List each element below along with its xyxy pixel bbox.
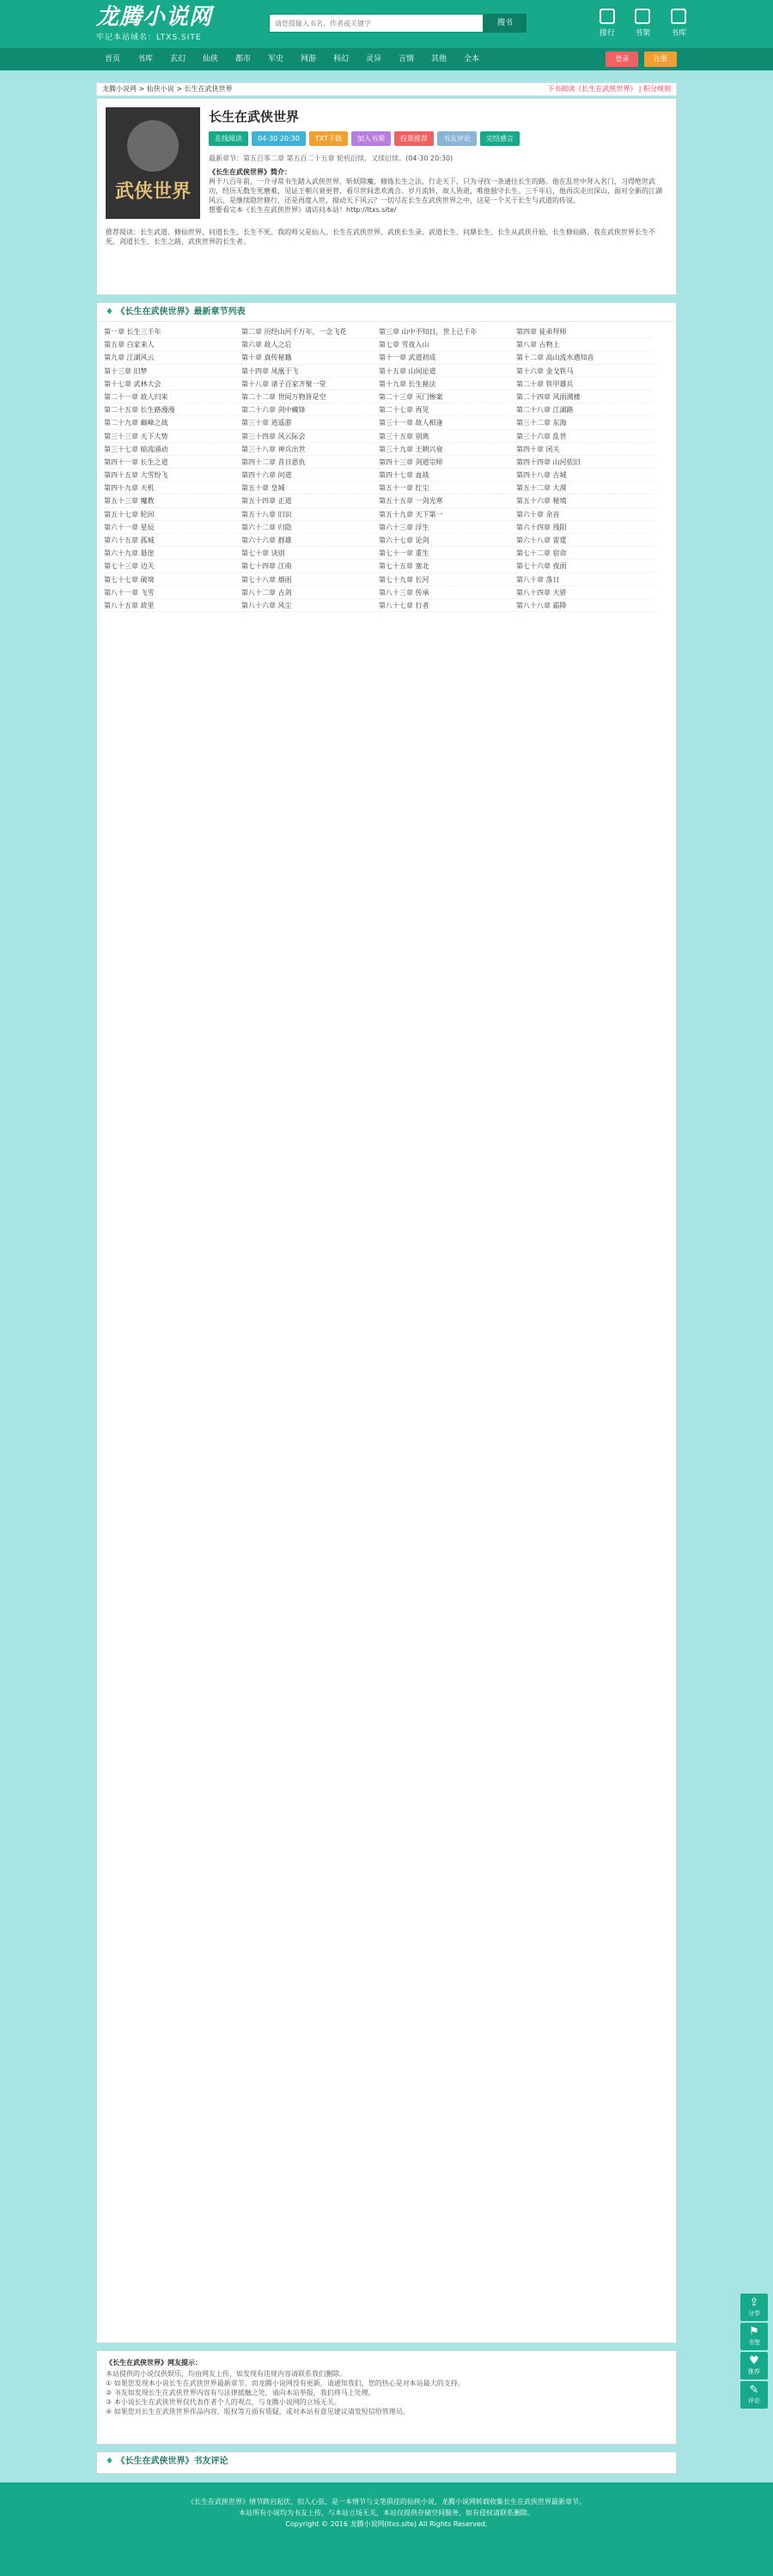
chapter-link[interactable]: 第二十九章 巅峰之战 <box>104 416 241 429</box>
chapter-link[interactable]: 第三十九章 王朝兴衰 <box>379 443 516 456</box>
chapter-link[interactable]: 第七十章 诀别 <box>241 547 379 560</box>
book-info-panel <box>96 98 677 295</box>
chapter-link[interactable]: 第八章 古物上 <box>516 338 654 351</box>
float-label: 书签 <box>748 2339 760 2346</box>
chapter-link[interactable]: 第八十二章 古剑 <box>241 586 379 599</box>
logo-subtitle: 牢记本站域名：LTXS.SITE <box>96 33 202 42</box>
chapter-link[interactable]: 第四十三章 剑道宗师 <box>379 456 516 469</box>
chapter-link[interactable]: 第七十七章 破境 <box>104 573 241 586</box>
chapter-link[interactable]: 第六十八章 雷霆 <box>516 534 654 547</box>
chapter-link[interactable]: 第十七章 武林大会 <box>104 378 241 391</box>
intro-text: 两千八百年前，一介寻常书生踏入武侠世界，斩妖除魔，修炼长生之法，行走天下，只为寻找一条通往长生的路。他在乱世中拜入名门，习得绝世武功，经历无数生死磨难，见证王朝兴衰更替，看尽世间悲欢离合。岁月流转，故人皆逝，唯他独守长生。三千年后，他再次走出深山，面对全新的江湖风云，是继续隐世修行，还是再度入世，搅动天下风云？一切尽在长生在武侠世界之中，这是一个关于长生与武道的传说。 <box>209 178 662 204</box>
chapter-link[interactable]: 第二章 历经山河千万年，一念飞花 <box>241 325 379 338</box>
chapter-link[interactable]: 第六章 故人之后 <box>241 338 379 351</box>
action-button[interactable]: 加入书架 <box>351 131 391 146</box>
footer <box>0 2482 773 2576</box>
breadcrumb-right[interactable]: 下书阅读《长生在武侠世界》 | 积分规则 <box>547 85 671 93</box>
footer-line: 本站所有小说均为书友上传，与本站立场无关，本站仅提供存储空间服务，如有侵权请联系删除。 <box>239 2509 534 2517</box>
nav-item[interactable]: 科幻 <box>332 55 349 64</box>
chapter-link[interactable]: 第五十二章 大漠 <box>516 482 654 494</box>
chapter-link[interactable]: 第七十八章 烟雨 <box>241 573 379 586</box>
nav-item[interactable]: 仙侠 <box>202 55 218 64</box>
chapter-link[interactable]: 第十三章 旧梦 <box>104 365 241 378</box>
chapter-link[interactable]: 第三十三章 天下大势 <box>104 430 241 443</box>
chapter-link[interactable]: 第三十五章 别离 <box>379 430 516 443</box>
library-icon <box>671 9 686 24</box>
chapter-grid <box>97 322 676 612</box>
chapter-link[interactable]: 第三章 山中不知日，世上已千年 <box>379 325 516 338</box>
chapter-list-panel <box>96 302 677 2343</box>
chapter-link[interactable]: 第二十七章 再见 <box>379 403 516 416</box>
chapter-link[interactable]: 第九章 江湖风云 <box>104 351 241 364</box>
chapter-link[interactable]: 第八十三章 传承 <box>379 586 516 599</box>
chapter-link[interactable]: 第五十三章 魔教 <box>104 494 241 507</box>
chapter-link[interactable]: 第八十六章 风尘 <box>241 599 379 612</box>
chapter-link[interactable]: 第十九章 长生秘法 <box>379 378 516 391</box>
chapter-link[interactable]: 第五章 白家来人 <box>104 338 241 351</box>
search-input[interactable] <box>270 15 483 32</box>
float-label: 分享 <box>748 2310 760 2317</box>
breadcrumb <box>96 82 677 96</box>
chapter-link[interactable]: 第二十五章 长生路漫漫 <box>104 403 241 416</box>
action-buttons <box>209 131 523 146</box>
chapter-list-title: ♦ 《长生在武侠世界》最新章节列表 <box>97 303 676 322</box>
float-label: 评论 <box>748 2397 760 2404</box>
chapter-link[interactable]: 第十一章 武道初成 <box>379 351 516 364</box>
chapter-link[interactable]: 第十四章 凤凰于飞 <box>241 365 379 378</box>
chapter-link[interactable]: 第八十章 落日 <box>516 573 654 586</box>
float-button[interactable] <box>740 2352 768 2379</box>
login-button[interactable]: 登录 <box>606 52 638 67</box>
nav-item[interactable]: 网游 <box>300 55 316 64</box>
search-button[interactable]: 搜书 <box>484 14 526 33</box>
nav-item[interactable]: 灵异 <box>365 55 381 64</box>
action-button[interactable]: 书友评论 <box>437 131 477 146</box>
chapter-link[interactable]: 第六十一章 星辰 <box>104 521 241 534</box>
chapter-link[interactable]: 第六十五章 孤城 <box>104 534 241 547</box>
chapter-link[interactable]: 第五十四章 正道 <box>241 494 379 507</box>
chapter-link[interactable]: 第四十章 闭关 <box>516 443 654 456</box>
rank-label: 排行 <box>599 29 615 38</box>
nav-item[interactable]: 玄幻 <box>169 55 186 64</box>
intro-heading: 《长生在武侠世界》简介： <box>209 168 291 176</box>
chapter-link[interactable]: 第五十一章 红尘 <box>379 482 516 494</box>
notes-panel <box>96 2350 677 2445</box>
chapter-link[interactable]: 第七章 雪夜入山 <box>379 338 516 351</box>
rank-link[interactable] <box>592 9 623 38</box>
chapter-link[interactable]: 第四十四章 山河依旧 <box>516 456 654 469</box>
action-button[interactable]: 完结感言 <box>480 131 520 146</box>
recommend-tags: 推荐阅读：长生武道、修仙世界、问道长生、长生不死、我的师父是仙人、长生在武侠世界、武侠长生录、武道长生、问鼎长生、长生从武侠开始、长生修仙路、我在武侠世界长生不死、剑道长生、长生之路、武侠世界的长生者。 <box>106 228 655 245</box>
action-button[interactable]: 04-30 20:30 <box>252 131 306 146</box>
notes-line: ② 书友如发现长生在武侠世界内容有与法律抵触之处，请向本站举报，我们将马上处理。 <box>106 2389 375 2397</box>
float-label: 推荐 <box>748 2368 760 2375</box>
bookshelf-icon <box>635 9 650 24</box>
chapter-link[interactable]: 第七十二章 宿命 <box>516 547 654 560</box>
chapter-link[interactable]: 第六十六章 群雄 <box>241 534 379 547</box>
footer-copyright: Copyright © 2016 龙腾小说网(ltxs.site) All Rights Reserved. <box>285 2520 488 2528</box>
intro-link[interactable]: 想要看完本《长生在武侠世界》请访问本站！http://ltxs.site/ <box>209 206 397 214</box>
chapter-link[interactable]: 第四十六章 问道 <box>241 469 379 482</box>
notes-title: 《长生在武侠世界》网友提示： <box>106 2359 202 2367</box>
chapter-link[interactable]: 第五十章 皇城 <box>241 482 379 494</box>
bookmark-icon: ⚑ <box>749 2325 759 2338</box>
chapter-link[interactable]: 第五十七章 轮回 <box>104 508 241 521</box>
comment-title[interactable]: ♦ 《长生在武侠世界》书友评论 <box>97 2452 676 2471</box>
book-intro <box>209 167 664 215</box>
chapter-link[interactable]: 第十二章 高山流水遇知音 <box>516 351 654 364</box>
action-button[interactable]: TXT下载 <box>309 131 348 146</box>
chapter-link[interactable]: 第七十一章 重生 <box>379 547 516 560</box>
chapter-link[interactable]: 第四十二章 昔日恩仇 <box>241 456 379 469</box>
nav-item[interactable]: 全本 <box>463 55 479 64</box>
top-header <box>0 0 773 48</box>
chapter-link[interactable]: 第二十一章 故人归来 <box>104 391 241 403</box>
library-link[interactable] <box>663 9 694 38</box>
chapter-link[interactable]: 第六十七章 论剑 <box>379 534 516 547</box>
chapter-link[interactable]: 第七十五章 塞北 <box>379 560 516 573</box>
chapter-link[interactable]: 第七十九章 长河 <box>379 573 516 586</box>
nav-item[interactable]: 言情 <box>398 55 414 64</box>
recommend-icon: ♥ <box>749 2355 759 2367</box>
footer-line: 《长生在武侠世界》情节跌宕起伏、扣人心弦，是一本情节与文笔俱佳的仙侠小说，龙腾小说网转载收集长生在武侠世界最新章节。 <box>187 2498 586 2506</box>
chapter-link[interactable]: 第八十七章 行者 <box>379 599 516 612</box>
chapter-link[interactable]: 第四十五章 大雪纷飞 <box>104 469 241 482</box>
chapter-link[interactable]: 第四十八章 古城 <box>516 469 654 482</box>
bookshelf-link[interactable] <box>627 9 658 38</box>
chapter-link[interactable]: 第八十五章 故里 <box>104 599 241 612</box>
bookshelf-label: 书架 <box>634 29 650 38</box>
chapter-link[interactable]: 第五十六章 秘境 <box>516 494 654 507</box>
chapter-link[interactable]: 第三十四章 风云际会 <box>241 430 379 443</box>
share-icon: ⇪ <box>749 2296 759 2309</box>
search-box <box>269 14 484 33</box>
chapter-link[interactable]: 第八十八章 霜降 <box>516 599 654 612</box>
comment-icon: ✎ <box>749 2384 759 2397</box>
cover-title: 武侠世界 <box>114 180 191 203</box>
chapter-link[interactable]: 第六十二章 归隐 <box>241 521 379 534</box>
breadcrumb-path[interactable]: 龙腾小说网 > 仙侠小说 > 长生在武侠世界 <box>102 85 233 93</box>
chapter-link[interactable]: 第二十六章 剑中藏锋 <box>241 403 379 416</box>
latest-chapter-meta[interactable]: 最新章节：第五百零二章 第五百二十五章 轮机衍续，又续衍续。(04-30 20:30) <box>209 155 453 162</box>
chapter-link[interactable]: 第三十六章 乱世 <box>516 430 654 443</box>
library-label: 书库 <box>670 29 686 38</box>
chapter-link[interactable]: 第二十三章 灭门惨案 <box>379 391 516 403</box>
chapter-link[interactable]: 第四十九章 天机 <box>104 482 241 494</box>
chapter-link[interactable]: 第十八章 诸子百家齐聚一堂 <box>241 378 379 391</box>
action-button[interactable]: 在线阅读 <box>209 131 248 146</box>
action-button[interactable]: 投票推荐 <box>394 131 434 146</box>
comment-panel <box>96 2452 677 2474</box>
notes-line: ④ 如果您对长生在武侠世界作品内容、版权等方面有质疑，或对本站有意见建议请发短信给管理员。 <box>106 2408 410 2415</box>
chapter-link[interactable]: 第六十九章 悬崖 <box>104 547 241 560</box>
chapter-link[interactable]: 第一章 长生三千年 <box>104 325 241 338</box>
chapter-link[interactable]: 第六十章 余音 <box>516 508 654 521</box>
float-button[interactable] <box>740 2323 768 2350</box>
register-button[interactable]: 注册 <box>644 52 677 67</box>
notes-line: ③ 本小说长生在武侠世界仅代表作者个人的观点，与龙腾小说网的立场无关。 <box>106 2398 341 2406</box>
chapter-link[interactable]: 第五十五章 一剑光寒 <box>379 494 516 507</box>
chapter-link[interactable]: 第四十七章 血战 <box>379 469 516 482</box>
rank-icon <box>600 9 615 24</box>
chapter-link[interactable]: 第七十四章 江南 <box>241 560 379 573</box>
chapter-link[interactable]: 第四章 徒弟拜师 <box>516 325 654 338</box>
chapter-link[interactable]: 第十章 真传秘籍 <box>241 351 379 364</box>
auth-buttons <box>602 52 677 67</box>
chapter-link[interactable]: 第八十一章 飞雪 <box>104 586 241 599</box>
chapter-link[interactable]: 第三十七章 暗流涌动 <box>104 443 241 456</box>
chapter-link[interactable]: 第四十一章 长生之道 <box>104 456 241 469</box>
nav-item[interactable]: 都市 <box>234 55 251 64</box>
cover-art <box>127 120 179 172</box>
chapter-link[interactable]: 第二十四章 风雨满楼 <box>516 391 654 403</box>
nav-item[interactable]: 首页 <box>104 55 120 64</box>
book-title: 长生在武侠世界 <box>209 109 300 124</box>
notes-line: ① 如果您发现本小说长生在武侠世界最新章节，而龙腾小说网没有更新，请通知我们，您的热心是对本站最大的支持。 <box>106 2379 465 2387</box>
chapter-link[interactable]: 第十六章 金戈铁马 <box>516 365 654 378</box>
nav-item[interactable]: 军史 <box>267 55 283 64</box>
chapter-link[interactable]: 第六十三章 浮生 <box>379 521 516 534</box>
chapter-link[interactable]: 第八十四章 天骄 <box>516 586 654 599</box>
book-cover[interactable] <box>106 107 200 219</box>
chapter-link[interactable]: 第七十三章 边关 <box>104 560 241 573</box>
chapter-link[interactable]: 第七十六章 夜雨 <box>516 560 654 573</box>
chapter-link[interactable]: 第五十九章 天下第一 <box>379 508 516 521</box>
chapter-link[interactable]: 第六十四章 残阳 <box>516 521 654 534</box>
chapter-link[interactable]: 第二十章 铁甲雄兵 <box>516 378 654 391</box>
chapter-link[interactable]: 第二十八章 江湖路 <box>516 403 654 416</box>
chapter-link[interactable]: 第三十八章 神兵出世 <box>241 443 379 456</box>
notes-line: 本站提供的小说仅供娱乐，均由网友上传，如发现有违规内容请联系我们删除。 <box>106 2370 346 2378</box>
nav-item[interactable]: 书库 <box>137 55 153 64</box>
float-button[interactable] <box>740 2381 768 2409</box>
logo-text: 龙腾小说网 <box>96 4 213 30</box>
chapter-link[interactable]: 第十五章 山间论道 <box>379 365 516 378</box>
nav-items <box>96 48 488 70</box>
chapter-link[interactable]: 第三十章 逍遥游 <box>241 416 379 429</box>
chapter-link[interactable]: 第五十八章 旧识 <box>241 508 379 521</box>
nav-item[interactable]: 其他 <box>430 55 447 64</box>
site-logo[interactable] <box>96 5 225 43</box>
main-nav <box>0 48 773 70</box>
floating-toolbar <box>740 2294 768 2410</box>
chapter-link[interactable]: 第二十二章 世间万物皆是空 <box>241 391 379 403</box>
chapter-link[interactable]: 第三十二章 东海 <box>516 416 654 429</box>
chapter-link[interactable]: 第三十一章 故人相逢 <box>379 416 516 429</box>
float-button[interactable] <box>740 2294 768 2321</box>
